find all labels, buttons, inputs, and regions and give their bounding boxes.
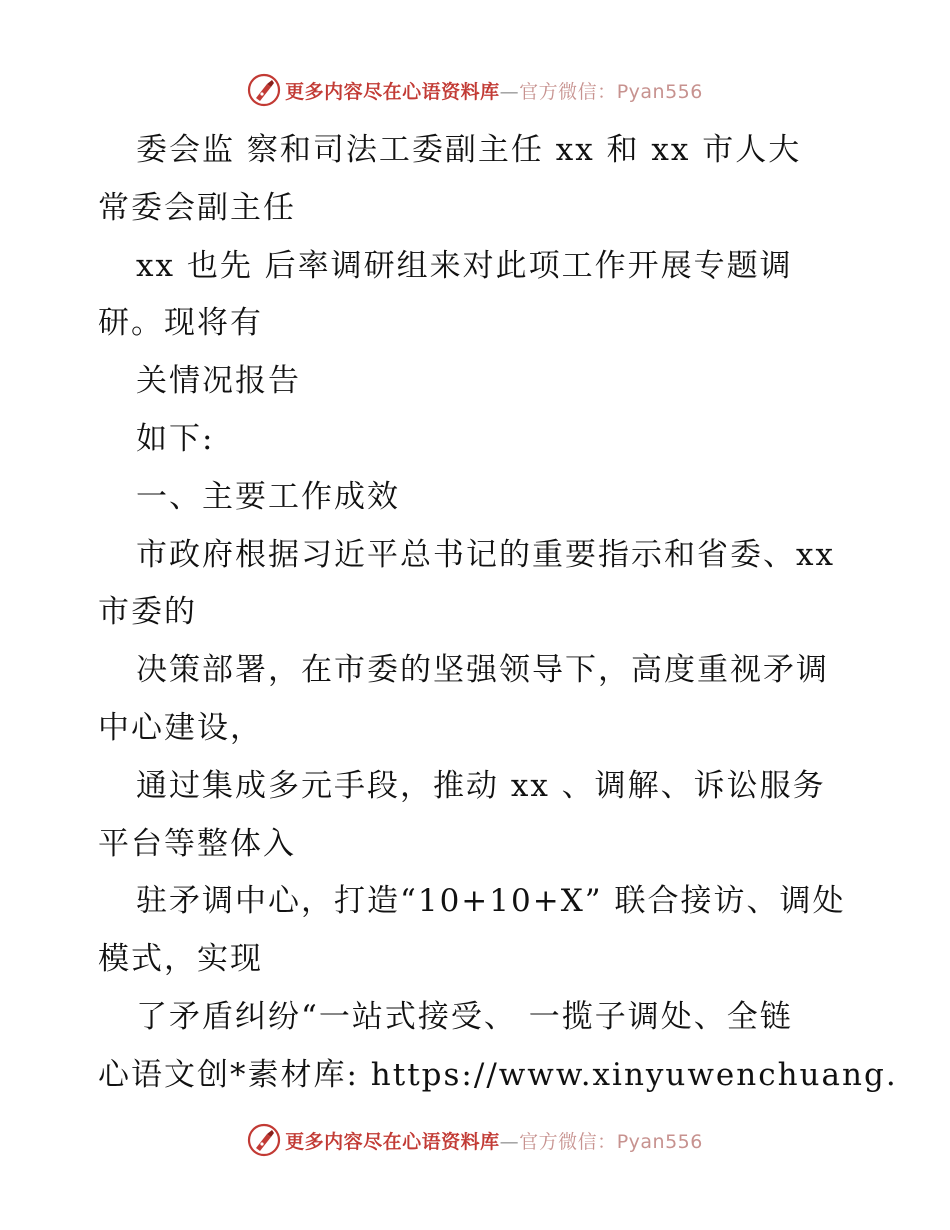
- banner-wechat-label: 官方微信：: [519, 80, 617, 103]
- text-line: 关情况报告: [136, 363, 301, 400]
- text-line: 平台等整体入: [98, 825, 296, 862]
- banner-wechat-id: Pyan556: [616, 1130, 703, 1153]
- banner-dash: —: [499, 80, 520, 103]
- pen-nib-logo-icon: [247, 73, 281, 107]
- banner-dash: —: [499, 1130, 520, 1153]
- text-line: 市政府根据习近平总书记的重要指示和省委、xx: [136, 536, 835, 573]
- text-line: 研。现将有: [98, 305, 263, 342]
- banner-wechat-id: Pyan556: [616, 80, 703, 103]
- text-line: 了矛盾纠纷“一站式接受、 一揽子调处、全链: [136, 998, 793, 1035]
- text-line: 驻矛调中心，打造“10+10+X” 联合接访、调处: [136, 883, 846, 920]
- text-line: 通过集成多元手段，推动 xx 、调解、诉讼服务: [136, 767, 826, 804]
- text-line: 心语文创*素材库: https://www.xinyuwenchuang.: [98, 1056, 898, 1093]
- banner-slogan: 更多内容尽在心语资料库: [285, 1130, 500, 1153]
- text-line: 中心建设，: [98, 709, 263, 746]
- document-body: [98, 122, 898, 1105]
- banner-text: [285, 1127, 703, 1154]
- text-line: 模式，实现: [98, 941, 263, 978]
- text-line: 市委的: [98, 594, 197, 631]
- text-line: 决策部署，在市委的坚强领导下，高度重视矛调: [136, 652, 829, 689]
- text-line: 常委会副主任: [98, 189, 296, 226]
- banner-slogan: 更多内容尽在心语资料库: [285, 80, 500, 103]
- pen-nib-logo-icon: [247, 1123, 281, 1157]
- text-line: 委会监 察和司法工委副主任 xx 和 xx 市人大: [136, 132, 802, 168]
- text-line: 一、主要工作成效: [136, 478, 400, 515]
- footer-banner: [0, 1120, 950, 1160]
- banner-text: [285, 77, 703, 104]
- banner-wechat-label: 官方微信：: [519, 1130, 617, 1153]
- text-line: xx 也先 后率调研组来对此项工作开展专题调: [136, 247, 793, 284]
- text-line: 如下:: [136, 420, 215, 457]
- header-banner: [0, 70, 950, 110]
